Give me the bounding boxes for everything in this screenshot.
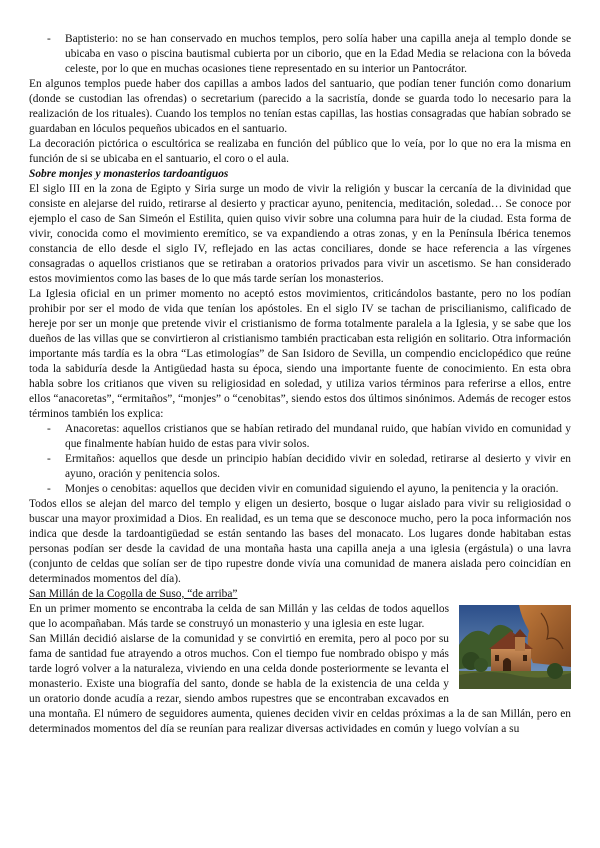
section-heading: Sobre monjes y monasterios tardoantiguos xyxy=(29,168,229,180)
list-item-anacoretas xyxy=(29,422,571,452)
monastery-photo xyxy=(459,605,571,689)
bullet-marker: - xyxy=(47,423,51,435)
paragraph: En algunos templos puede haber dos capillas a ambos lados del santuario, que podían tener función como donarium (donde se custodian las ofrendas) o secretarium (parecido a la sacristía, donde se guarda todo lo necesario para la realización de los rituales). Cuando los templos no tenían estas capillas, las hostias consagradas que habían sobrado se guardaban en lóculos pequeños ubicados en el santuario. xyxy=(29,78,571,135)
list-item-text: Baptisterio: no se han conservado en muchos templos, pero solía haber una capilla aneja al templo donde se ubicaba en vaso o piscina bautismal cubierta por un ciborio, que en la Edad Media se relaciona con la bóveda celeste, por lo que en muchas ocasiones tiene representado en su interior un Pantocrátor. xyxy=(65,33,571,75)
paragraph: La Iglesia oficial en un primer momento no aceptó estos movimientos, criticándolos bastante, pero no los podían prohibir por ser el modo de vida que tenían los apóstoles. En el siglo IV se tachan de priscilianismo, calificado de hereje por ser un monje que pretende vivir el cristianismo de forma totalmente paralela a la Iglesia, y se sabe que los dueños de las villas que se convirtieron al cristianismo también practicaban esta religión en solitario. Otra información importante más tardía es la obra “Las etimologías” de San Isidoro de Sevilla, un compendio enciclopédico que reúne toda la sabiduría desde la Antigüedad hasta su época, siendo una importante fuente de conocimiento. En esta obra habla sobre los critianos que viven su religiosidad en soledad, y utiliza varios términos para referirse a ellos, entre ellos “anacoretas”, “ermitaños”, “monjes” o “cenobitas”, siendo estos dos últimos sinónimos. Además de recoger estos términos también los explica: xyxy=(29,288,571,420)
paragraph: La decoración pictórica o escultórica se realizaba en función del público que lo veía, por lo que no era la misma en función de si se ubicaba en el santuario, el coro o el aula. xyxy=(29,138,571,165)
document-body xyxy=(29,32,571,737)
paragraph: San Millán decidió aislarse de la comunidad y se convirtió en eremita, pero al poco por su fama de santidad fue atrayendo a otros muchos. Con el tiempo fue nombrado obispo y más tarde logró volver a la naturaleza, viviendo en una celda donde posteriormente se levanta el monasterio. Existe una biografía del santo, donde se habla de la existencia de una celda y un oratorio donde acudía a rezar, siendo ambos rupestres que se encontraban excavados en una montaña. El número de seguidores aumenta, quienes deciden vivir en celdas próximas a la de san Millán, pero en determinados momentos del día se reunían para realizar diversas actividades en común y luego volvían a su xyxy=(29,633,571,735)
list-item-text: Monjes o cenobitas: aquellos que deciden vivir en comunidad siguiendo el ayuno, la penitencia y la oración. xyxy=(65,483,559,495)
bullet-marker: - xyxy=(47,483,51,495)
list-item-baptisterio xyxy=(29,32,571,77)
paragraph: El siglo III en la zona de Egipto y Siria surge un modo de vivir la religión y buscar la cercanía de la divinidad que consiste en alejarse del ruido, retirarse al desierto y practicar ayuno, penitencia, meditación, soledad… Se conoce por ejemplo el caso de San Simeón el Estilita, quien quiso vivir sobre una columna para huir de la ciudad. Esta forma de vivir, conocida como el movimiento eremítico, se va expandiendo a otras zonas, y en la Península Ibérica tenemos constancia de ello desde el siglo IV, reflejado en las actas conciliares, donde se hace referencia a las vírgenes consagradas o aquellos cristianos que se retiraban a oratorios privados para vivir un ascetismo. Se han considerado estos movimientos como las bases de lo que más tarde serían los monasterios. xyxy=(29,183,571,285)
bullet-marker: - xyxy=(47,453,51,465)
list-item-ermitanos xyxy=(29,452,571,482)
list-item-text: Anacoretas: aquellos cristianos que se habían retirado del mundanal ruido, que habían vivido en comunidad y que finalmente habían huido de estas para vivir solos. xyxy=(65,423,571,450)
section-heading: San Millán de la Cogolla de Suso, “de arriba” xyxy=(29,588,238,600)
list-item-text: Ermitaños: aquellos que desde un principio habían decidido vivir en soledad, retirarse al desierto y vivir en ayuno, oración y penitencia solos. xyxy=(65,453,571,480)
monastery-photo-image xyxy=(459,605,571,689)
bullet-marker: - xyxy=(47,33,51,45)
paragraph: En un primer momento se encontraba la celda de san Millán y las celdas de todos aquellos que lo acompañaban. Más tarde se construyó un monasterio y una iglesia en este lugar. xyxy=(29,603,449,630)
list-item-monjes xyxy=(29,482,571,497)
paragraph: Todos ellos se alejan del marco del templo y eligen un desierto, bosque o lugar aislado para vivir su religiosidad o buscar una mayor proximidad a Dios. En realidad, es un tema que se desconoce mucho, pero la poca información nos indica que desde la tardoantigüedad se están sentando las bases del monacato. Los lugares donde habitaban estas personas podían ser desde la cavidad de una montaña hasta una capilla aneja a una iglesia (ergástula) o una lavra (conjunto de celdas que solían ser de tipo rupestre donde vivía una comunidad de manera aislada pero coincidían en determinados momentos del día). xyxy=(29,498,571,585)
